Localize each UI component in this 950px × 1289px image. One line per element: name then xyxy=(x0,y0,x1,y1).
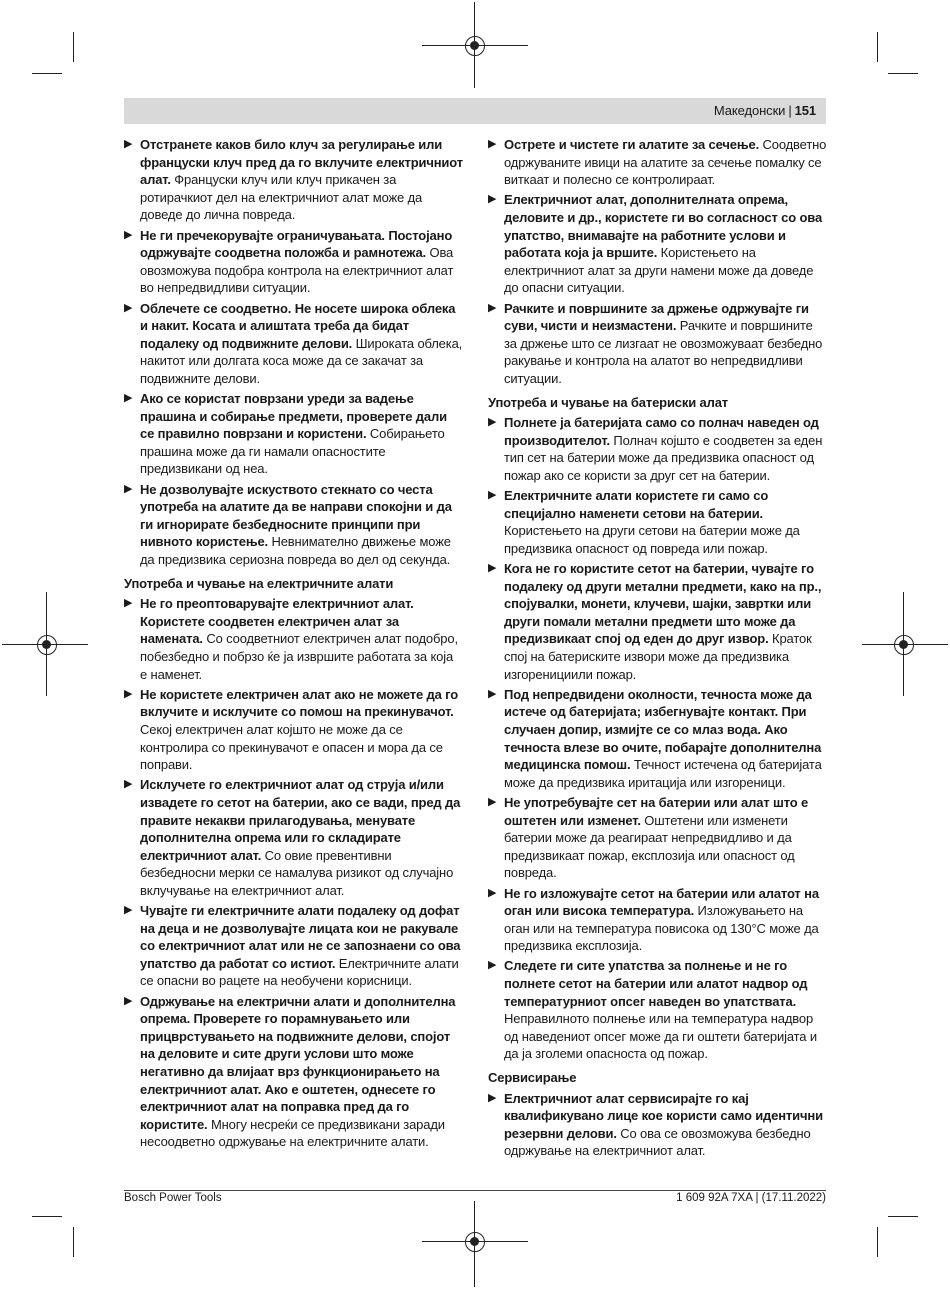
item-bold: Отстранете каков било клуч за регулирање или француски клуч пред да го вклучите електричниот алат. xyxy=(140,137,463,188)
list-item xyxy=(124,595,463,683)
list-item xyxy=(488,794,828,882)
item-text: Електричните алати се опасни во рацете на необучени корисници. xyxy=(140,955,459,989)
list-item xyxy=(488,560,828,683)
bullet-arrow-icon: ▶ xyxy=(488,886,497,899)
bullet-arrow-icon: ▶ xyxy=(124,392,133,405)
bullet-arrow-icon: ▶ xyxy=(124,228,133,241)
bullet-arrow-icon: ▶ xyxy=(124,904,133,917)
item-text: Многу несреќи се предизвикани заради несоодветно одржување на електричните алати. xyxy=(140,1116,445,1150)
crop-mark xyxy=(73,1227,74,1257)
header-text xyxy=(714,103,816,118)
item-bold: Не користете електричен алат ако не можете да го вклучите и исклучите со помош на прекинувачот. xyxy=(140,686,459,720)
footer-publisher: Bosch Power Tools xyxy=(124,1192,222,1204)
section-heading: Употреба и чување на електричните алати xyxy=(124,575,394,591)
list-item xyxy=(488,1090,828,1160)
header-language: Македонски xyxy=(713,103,786,118)
item-bold: Електричниот алат сервисирајте го кај квалификувано лице кое користи само идентични резервни делови. xyxy=(504,1090,823,1141)
right-column xyxy=(488,136,828,1163)
footer-doc-code: 1 609 92A 7XA | (17.11.2022) xyxy=(676,1192,826,1204)
bullet-arrow-icon: ▶ xyxy=(124,482,133,495)
registration-mark-icon xyxy=(465,1232,485,1252)
item-bold: Електричните алати користете ги само со специјално наменети сетови на батерии. xyxy=(504,488,769,521)
item-text: Течност истечена од батеријата може да предизвика иритација или изгореници. xyxy=(504,757,822,790)
item-bold: Кога не го користите сетот на батерии, чувајте го подалеку од други метални предмети, како на пр., спојувалки, монети, клучеви, шајки, завртки или други помали метални предмети што може да предизвикаат спој од еден до друг извор. xyxy=(504,561,822,647)
item-bold: Исклучете го електричниот алат од струја и/или извадете го сетот на батерии, ако се вади, пред да правите некакви прилагодувања, менувате дополнителна опрема или го складирате електричниот алат. xyxy=(140,777,461,863)
header-separator: | xyxy=(788,103,792,118)
list-item xyxy=(124,776,463,899)
page-number: 151 xyxy=(794,103,816,118)
bullet-arrow-icon: ▶ xyxy=(488,959,497,972)
item-bold: Острете и чистете ги алатите за сечење. xyxy=(504,137,760,152)
item-bold: Не дозволувајте искуството стекнато со честа употреба на алатите да ве направи спокојни и да ги игнорирате безбедносните принципи при нивното користење. xyxy=(140,481,452,550)
list-item xyxy=(488,686,828,792)
bullet-arrow-icon: ▶ xyxy=(488,795,497,808)
item-text: Секој електричен алат којшто не може да се контролира со прекинувачот е опасен и мора да се поправи. xyxy=(140,721,443,773)
item-text: Полнач којшто е соодветен за еден тип сет на батерии може да предизвика опасност од пожар ако се користи за друг сет на батерии. xyxy=(504,432,823,483)
bullet-arrow-icon: ▶ xyxy=(488,1091,497,1104)
item-text: Оштетени или изменети батерии може да реагираат непредвидливо и да предизвикаат пожар, експлозија или опасност од повреда. xyxy=(504,812,795,881)
left-column xyxy=(124,136,463,1154)
registration-mark-icon xyxy=(465,36,485,56)
bullet-arrow-icon: ▶ xyxy=(124,597,133,610)
list-item xyxy=(488,191,828,297)
item-bold: Под непредвидени околности, течноста може да истече од батеријата; избегнувајте контакт. При случаен допир, измијте се со млаз вода. Ако течноста влезе во очите, побарајте дополнителна медицинска помош. xyxy=(504,686,822,773)
list-item xyxy=(488,136,828,189)
bullet-arrow-icon: ▶ xyxy=(488,301,497,314)
item-bold: Ако се користат поврзани уреди за вадење прашина и собирање предмети, проверете дали се правилно поврзани и користени. xyxy=(140,391,447,442)
item-bold: Електричниот алат, дополнителната опрема, деловите и др., користете ги во согласност со ова упатство, внимавајте на работните услови и работата која ја вршите. xyxy=(504,192,823,261)
crop-mark xyxy=(73,32,74,62)
list-item xyxy=(124,902,463,990)
item-text: Со ова се овозможува безбедно одржување на електричниот алат. xyxy=(504,1125,811,1159)
bullet-arrow-icon: ▶ xyxy=(488,687,497,700)
bullet-arrow-icon: ▶ xyxy=(124,138,133,150)
item-text: Неправилното полнење или на температура надвор од наведениот опсег може да ги оштети батеријата и да ја зголеми опасноста од пожар. xyxy=(504,1011,817,1062)
list-item xyxy=(124,390,463,478)
item-bold: Следете ги сите упатства за полнење и не го полнете сетот на батерии или алатот надвор од температурниот опсег наведен во упатствата. xyxy=(504,958,808,1009)
item-text: Ова овозможува подобра контрола на електричниот алат во непредвидливи ситуации. xyxy=(140,245,454,296)
item-text: Рачките и површините за држење што се лизгаат не овозможуваат безбедно ракување и контрола на алатот во непредвидливи ситуации. xyxy=(504,318,823,386)
crop-mark xyxy=(888,73,918,74)
item-bold: Не го преоптоварувајте електричниот алат. Користете соодветен електричен алат за намената. xyxy=(140,596,414,647)
crop-mark xyxy=(888,1216,918,1217)
item-text: Користењето на други сетови на батерии може да предизвика опасност од повреда или пожар. xyxy=(504,523,800,556)
page-header xyxy=(124,98,826,124)
bullet-arrow-icon: ▶ xyxy=(488,193,497,206)
bullet-arrow-icon: ▶ xyxy=(488,416,497,429)
registration-mark-icon xyxy=(37,635,57,655)
registration-mark-icon xyxy=(894,635,914,655)
bullet-arrow-icon: ▶ xyxy=(124,994,133,1007)
item-bold: Полнете ја батеријата само со полнач наведен од производителот. xyxy=(504,415,819,448)
list-item xyxy=(124,993,463,1151)
item-text: Со овие превентивни безбедносни мерки се намалува ризикот од случајно вклучување на електричниот алат. xyxy=(140,847,454,898)
list-item xyxy=(124,481,463,569)
bullet-arrow-icon: ▶ xyxy=(488,562,497,575)
crop-mark xyxy=(32,73,62,74)
bullet-arrow-icon: ▶ xyxy=(124,301,133,314)
section-heading: Употреба и чување на батериски алат xyxy=(488,394,729,410)
list-item xyxy=(124,136,463,224)
item-text: Соодветно одржуваните ивици на алатите за сечење помалку се виткаат и полесно се контролираат. xyxy=(504,137,827,188)
list-item xyxy=(488,300,828,388)
list-item xyxy=(124,686,463,774)
item-bold: Одржување на електрични алати и дополнителна опрема. Проверете го порамнувањето или прицврстувањето на подвижните делови, спојот на деловите и сите други услови што може негативно да влијаат врз функционирањето на електричниот алат. Ако е оштетен, однесете го електричниот алат на поправка пред да го користите. xyxy=(140,993,456,1132)
bullet-arrow-icon: ▶ xyxy=(488,138,497,150)
item-text: Со соодветниот електричен алат подобро, побезбедно и побрзо ќе ја извршите работата за која е наменет. xyxy=(140,631,458,682)
bullet-arrow-icon: ▶ xyxy=(124,778,133,791)
item-bold: Не го изложувајте сетот на батерии или алатот на оган или висока температура. xyxy=(504,885,819,919)
item-bold: Облечете се соодветно. Не носете широка облека и накит. Косата и алиштата треба да бидат подалеку од подвижните делови. xyxy=(140,300,456,351)
list-item xyxy=(488,957,828,1063)
item-bold: Рачките и површините за држење одржувајте ги суви, чисти и неизмастени. xyxy=(504,300,809,334)
list-item xyxy=(124,300,463,388)
item-text: Невнимателно движење може да предизвика сериозна повреда во дел од секунда. xyxy=(140,534,451,568)
list-item xyxy=(124,227,463,297)
crop-mark xyxy=(32,1216,62,1217)
item-bold: Не ги пречекорувајте ограничувањата. Постојано одржувајте соодветна положба и рамнотежа. xyxy=(140,227,453,261)
footer-divider xyxy=(124,1190,826,1191)
item-text: Краток спој на батериските извори може да предизвика изгоренициили пожар. xyxy=(504,631,812,682)
item-bold: Чувајте ги електричните алати подалеку од дофат на деца и не дозволувајте лицата кои не ракувале со електричниот алат или не се запознаени со ова упатство да работат со истиот. xyxy=(140,903,461,971)
list-item xyxy=(488,885,828,955)
item-bold: Не употребувајте сет на батерии или алат што е оштетен или изменет. xyxy=(504,794,809,828)
crop-mark xyxy=(877,1227,878,1257)
item-text: Користењето на електричниот алат за други намени може да доведе до опасни ситуации. xyxy=(504,245,814,296)
item-text: Француски клуч или клуч прикачен за ротирачкиот дел на електричниот алат може да доведе до лична повреда. xyxy=(140,172,423,223)
list-item xyxy=(488,414,828,484)
item-text: Изложувањето на оган или на температура повисока од 130°C може да предизвика експлозија. xyxy=(504,903,819,954)
bullet-arrow-icon: ▶ xyxy=(124,687,133,700)
list-item xyxy=(488,487,828,557)
crop-mark xyxy=(877,32,878,62)
bullet-arrow-icon: ▶ xyxy=(488,489,497,502)
item-text: Собирањето прашина може да ги намали опасностите предизвикани од неа. xyxy=(140,426,445,477)
section-heading: Сервисирање xyxy=(488,1070,577,1086)
item-text: Широката облека, накитот или долгата коса може да се закачат за подвижните делови. xyxy=(140,335,463,386)
